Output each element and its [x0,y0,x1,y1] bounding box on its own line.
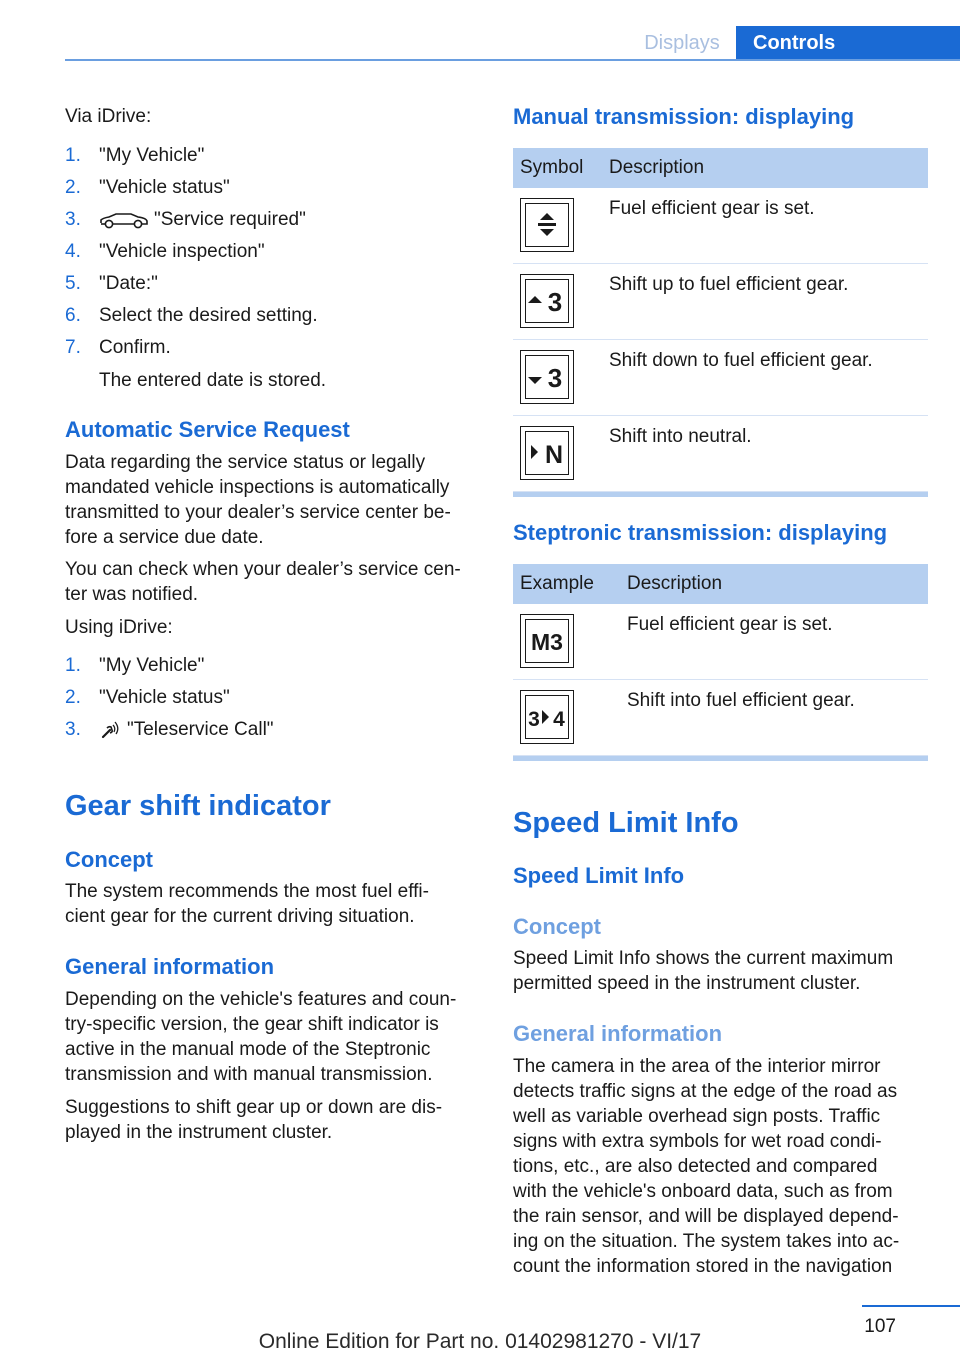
text-line: well as variable overhead sign posts. Traffic [513,1106,881,1127]
asr-paragraph-2 [65,557,461,607]
row-description: Shift into fuel efficient gear. [627,690,855,711]
svg-text:3: 3 [547,363,563,393]
tab-displays[interactable]: Displays [644,32,720,54]
table-row [513,416,928,492]
table-row [513,340,928,416]
edition-line: Online Edition for Part no. 01402981270 - VI/17 [258,1330,702,1353]
svg-text:N: N [544,441,564,469]
table-row [513,264,928,340]
table-row [513,680,928,756]
concept-paragraph [65,879,429,929]
text-line: mandated vehicle inspections is automatically [65,477,450,498]
shift-3-to-4-icon [520,690,574,744]
list-number: 4. [65,241,81,262]
list-number: 1. [65,145,81,166]
gear-m3-icon [520,614,574,668]
general-paragraph-2 [65,1095,442,1145]
teleservice-icon [101,719,121,751]
shift-up-3-icon [520,274,574,328]
list-text: "Vehicle inspection" [99,241,265,262]
via-idrive-label: Via iDrive: [65,106,152,127]
general-paragraph-1 [65,987,456,1087]
gear-set-icon [520,198,574,252]
table-row [513,188,928,264]
text-line: The camera in the area of the interior mirror [513,1056,881,1077]
text-line: The system recommends the most fuel effi- [65,881,429,902]
text-line: permitted speed in the instrument cluster. [513,973,861,994]
list-number: 1. [65,655,81,676]
text-line: signs with extra symbols for wet road condi- [513,1131,882,1152]
shift-neutral-icon [520,426,574,480]
list-text: "My Vehicle" [99,655,205,676]
list-text: "Date:" [99,273,158,294]
text-line: Speed Limit Info shows the current maximum [513,948,894,969]
text-line: tions, etc., are also detected and compared [513,1156,878,1177]
text-line: count the information stored in the navigation [513,1256,893,1277]
text-line: transmitted to your dealer’s service center be- [65,502,451,523]
section-heading-asr: Automatic Service Request [65,417,350,442]
text-line: with the vehicle's onboard data, such as from [513,1181,893,1202]
manual-table-header [513,148,928,188]
list-text: "Service required" [154,209,306,230]
steptronic-table-header [513,564,928,604]
svg-text:M3: M3 [531,629,563,655]
list-text: Confirm. [99,337,171,358]
list-text: Select the desired setting. [99,305,318,326]
row-description: Shift up to fuel efficient gear. [609,274,849,295]
row-description: Shift into neutral. [609,426,752,447]
text-line: You can check when your dealer’s service cen- [65,559,461,580]
section-heading-speed-limit: Speed Limit Info [513,807,739,839]
row-description: Fuel efficient gear is set. [627,614,833,635]
svg-text:3: 3 [547,287,563,317]
header-rule [65,59,960,61]
svg-text:3: 3 [528,708,540,731]
row-description: Shift down to fuel efficient gear. [609,350,873,371]
list-number: 2. [65,177,81,198]
row-description: Fuel efficient gear is set. [609,198,815,219]
list-number: 3. [65,209,81,230]
text-line: transmission and with manual transmission. [65,1064,433,1085]
list-note: The entered date is stored. [99,370,327,391]
text-line: Depending on the vehicle's features and coun- [65,989,457,1010]
list-text: "Teleservice Call" [127,719,274,740]
text-line: try-specific version, the gear shift indicator is [65,1014,439,1035]
text-line: played in the instrument cluster. [65,1122,333,1143]
list-number: 5. [65,273,81,294]
text-line: detects traffic signs at the edge of the road as [513,1081,898,1102]
section-heading-gear-shift: Gear shift indicator [65,790,331,822]
column-header-example: Example [520,573,594,594]
subheading-concept: Concept [513,914,601,939]
list-number: 7. [65,337,81,358]
footer-rule [862,1305,960,1307]
page-number: 107 [864,1316,896,1337]
table-row [513,604,928,680]
column-header-description: Description [627,573,723,594]
subheading-speed-limit: Speed Limit Info [513,863,685,888]
text-line: ter was notified. [65,584,199,605]
section-heading-steptronic: Steptronic transmission: displaying [513,520,888,545]
text-line: fore a service due date. [65,527,264,548]
column-header-description: Description [609,157,705,178]
tab-controls[interactable]: Controls [736,26,960,60]
list-text: "My Vehicle" [99,145,205,166]
table-end-rule [513,756,928,761]
text-line: Data regarding the service status or legally [65,452,426,473]
speed-general-paragraph [513,1054,899,1279]
using-idrive-label: Using iDrive: [65,617,173,638]
list-text: "Vehicle status" [99,177,230,198]
subheading-general-info: General information [513,1021,723,1046]
list-text: "Vehicle status" [99,687,230,708]
shift-down-3-icon [520,350,574,404]
text-line: the rain sensor, and will be displayed depend- [513,1206,899,1227]
text-line: ing on the situation. The system takes into ac- [513,1231,900,1252]
list-number: 6. [65,305,81,326]
subheading-concept: Concept [65,847,153,872]
text-line: active in the manual mode of the Steptronic [65,1039,431,1060]
text-line: cient gear for the current driving situation. [65,906,415,927]
svg-text:4: 4 [553,708,565,731]
speed-concept-paragraph [513,946,893,996]
column-header-symbol: Symbol [520,157,584,178]
list-number: 3. [65,719,81,740]
text-line: Suggestions to shift gear up or down are dis- [65,1097,443,1118]
asr-paragraph-1 [65,450,451,550]
list-number: 2. [65,687,81,708]
section-heading-manual: Manual transmission: displaying [513,104,855,129]
subheading-general-info: General information [65,954,275,979]
table-end-rule [513,492,928,497]
